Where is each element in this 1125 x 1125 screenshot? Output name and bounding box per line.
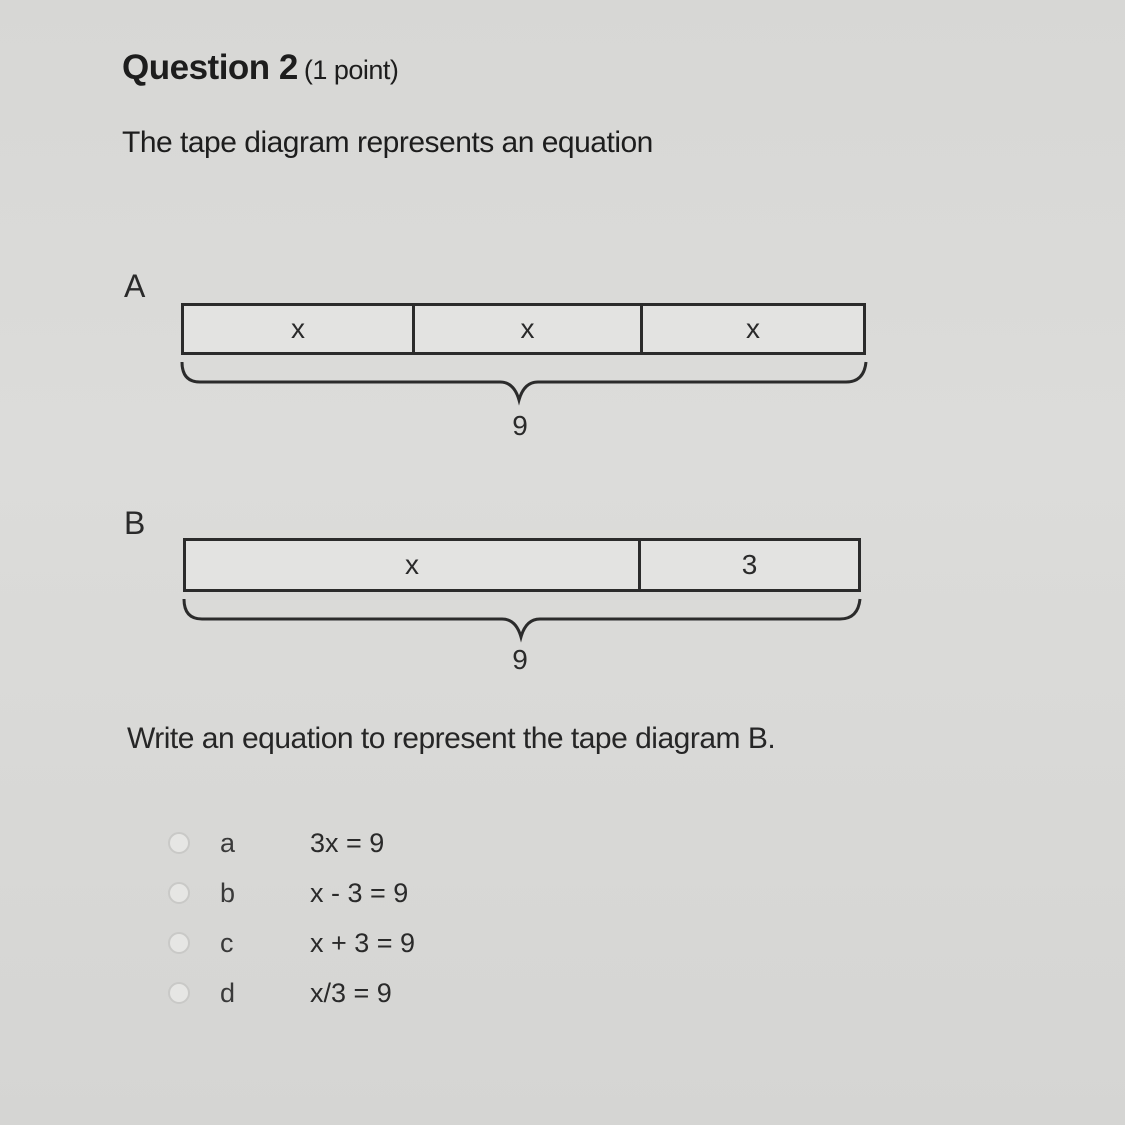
question-number: Question 2 bbox=[122, 48, 298, 87]
option-b[interactable] bbox=[168, 868, 409, 918]
tape-diagram-a bbox=[181, 303, 866, 355]
option-c-letter: c bbox=[220, 927, 234, 958]
tape-a-segment-1: x bbox=[291, 313, 305, 344]
answer-options bbox=[168, 818, 416, 1018]
option-b-letter: b bbox=[220, 877, 236, 908]
option-d[interactable] bbox=[168, 968, 392, 1018]
radio-b[interactable] bbox=[168, 882, 190, 904]
tape-a-segment-3: x bbox=[640, 306, 863, 352]
diagram-b-total: 9 bbox=[512, 644, 528, 675]
option-a[interactable] bbox=[168, 818, 385, 868]
diagram-b-label: B bbox=[124, 505, 146, 541]
radio-d[interactable] bbox=[168, 982, 190, 1004]
brace-b bbox=[180, 595, 864, 645]
option-c-text: x + 3 = 9 bbox=[310, 927, 416, 958]
tape-diagram-b bbox=[183, 538, 861, 592]
tape-b-segment-1: x bbox=[405, 549, 419, 580]
option-d-letter: d bbox=[220, 977, 236, 1008]
option-a-text: 3x = 9 bbox=[310, 827, 385, 858]
radio-a[interactable] bbox=[168, 832, 190, 854]
diagram-a-total: 9 bbox=[512, 410, 528, 441]
option-c[interactable] bbox=[168, 918, 416, 968]
instruction-text: Write an equation to represent the tape diagram B. bbox=[127, 722, 776, 755]
radio-c[interactable] bbox=[168, 932, 190, 954]
tape-a-segment-2: x bbox=[412, 306, 640, 352]
brace-a bbox=[178, 358, 870, 408]
question-points: (1 point) bbox=[303, 55, 399, 85]
diagram-a-label: A bbox=[124, 268, 146, 304]
tape-b-segment-2: 3 bbox=[638, 541, 858, 589]
question-title bbox=[122, 48, 398, 88]
option-a-letter: a bbox=[220, 827, 236, 858]
option-d-text: x/3 = 9 bbox=[310, 977, 392, 1008]
option-b-text: x - 3 = 9 bbox=[310, 877, 409, 908]
question-prompt: The tape diagram represents an equation bbox=[122, 126, 653, 159]
